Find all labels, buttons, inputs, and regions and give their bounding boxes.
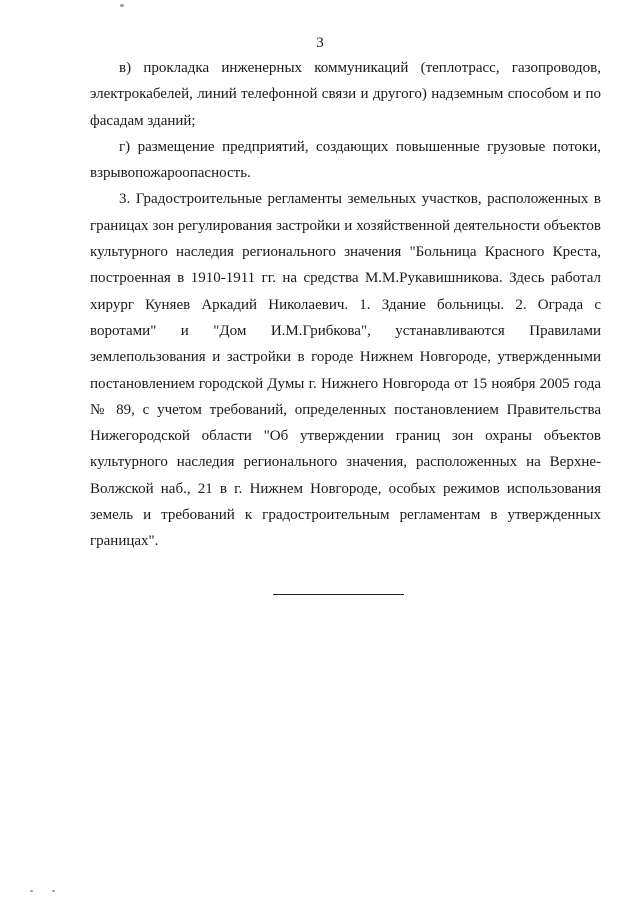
scan-artifact — [30, 890, 33, 892]
paragraph-item-g: г) размещение предприятий, создающих повышенные грузовые потоки, взрывопожароопасность. — [90, 138, 601, 182]
document-body — [90, 55, 601, 555]
page-number: 3 — [316, 35, 324, 51]
paragraph-item-v: в) прокладка инженерных коммуникаций (теплотрасс, газопроводов, электрокабелей, линий телефонной связи и другого) надземным способом и по фасадам зданий; — [90, 60, 601, 129]
closing-separator-line — [273, 594, 404, 595]
scan-artifact — [52, 890, 55, 892]
paragraph-section-3: 3. Градостроительные регламенты земельных участков, расположенных в границах зон регулирования застройки и хозяйственной деятельности объектов культурного наследия регионального значения "Больница Красного Креста, построенная в 1910-1911 гг. на средства М.М.Рукавишникова. Здесь работал хирург Куняев Аркадий Николаевич. 1. Здание больницы. 2. Ограда с воротами" и "Дом И.М.Грибкова", устанавливаются Правилами землепользования и застройки в городе Нижнем Новгороде, утвержденными постановлением городской Думы г. Нижнего Новгорода от 15 ноября 2005 года № 89, с учетом требований, определенных постановлением Правительства Нижегородской области "Об утверждении границ зон охраны объектов культурного наследия регионального значения, расположенных на Верхне-Волжской наб., 21 в г. Нижнем Новгороде, особых режимов использования земель и требований к градостроительным регламентам в утвержденных границах". — [90, 191, 601, 550]
scan-artifact — [120, 4, 124, 7]
